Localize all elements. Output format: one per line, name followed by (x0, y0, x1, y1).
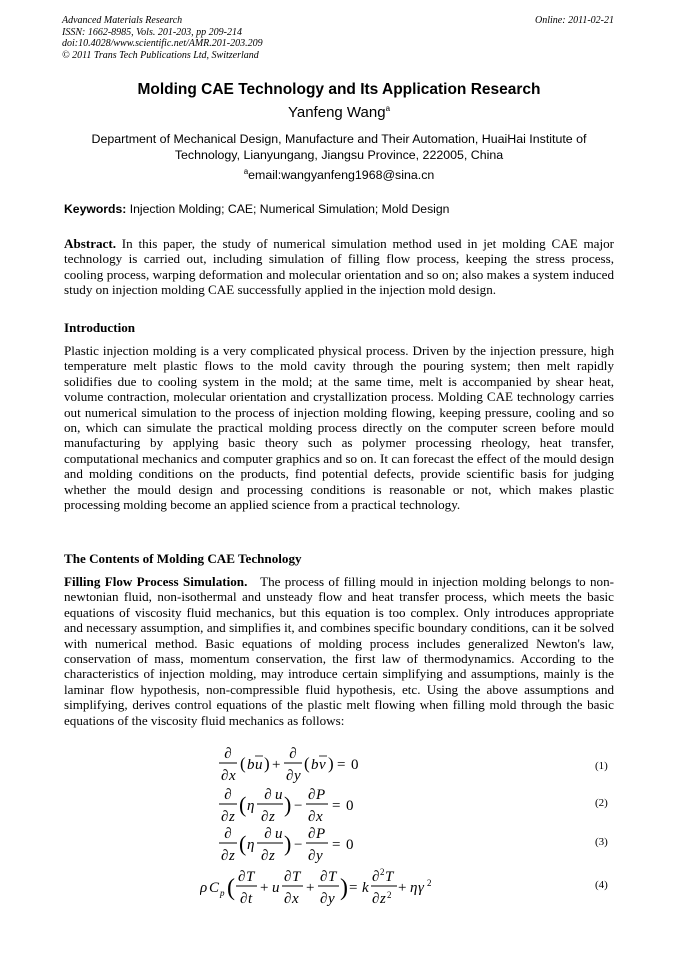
partial-symbol: ∂ (261, 809, 269, 825)
eq4-k: k (362, 880, 369, 896)
filling-flow-text: The process of filling mould in injection molding belongs to non-newtonian fluid, non-isothermal and unsteady flow and heat transfer process, which meets the basic equations of viscosity fluid mechanics, but this equation is too complex. Only introduces appropriate and necessary assumption, and simplifies it, and combines specific boundary conditions, can it be solved with numerical method. Basic equations of molding process includes generalized Newton's law, conservation of mass, momentum conservation, the first law of thermodynamics. According to the characteristics of injection molding, may introduce certain simplifying and assumptions, mainly is the laminar flow hypothesis, non-compressible fluid hypothesis, etc. Using the above assumptions and simplifying, derives control equations of the plastic melt flowing when filling mold through the basic equations of the viscosity fluid mechanics as follows: (64, 574, 614, 728)
partial-symbol: ∂ (289, 746, 297, 762)
partial-symbol: ∂ (286, 768, 294, 784)
eq4-t: t (248, 891, 253, 907)
partial-symbol: ∂ (221, 848, 229, 864)
equation-1 (215, 742, 395, 786)
filling-flow-label: Filling Flow Process Simulation. (64, 574, 248, 589)
eq1-x: x (229, 768, 236, 784)
partial-symbol: ∂ (224, 787, 232, 803)
online-date: Online: 2011-02-21 (535, 15, 614, 26)
eq3-rhs: 0 (346, 837, 354, 853)
abstract (64, 236, 614, 298)
keywords (64, 202, 449, 216)
equation-number-2: (2) (595, 797, 608, 809)
running-header (62, 15, 614, 61)
eq4-exp2c: 2 (427, 878, 432, 888)
partial-symbol: ∂ (284, 869, 292, 885)
eq2-z: z (229, 809, 235, 825)
paren-open: ( (239, 831, 247, 856)
equation-number-4: (4) (595, 879, 608, 891)
email (0, 167, 678, 182)
equation-number-3: (3) (595, 836, 608, 848)
equation-2 (215, 783, 395, 827)
plus-sign: + (398, 880, 407, 896)
eq2-P: P (316, 787, 326, 803)
eq4-exp2: 2 (380, 867, 385, 877)
equation-number-1: (1) (595, 760, 608, 772)
partial-symbol: ∂ (264, 826, 272, 842)
partial-symbol: ∂ (224, 746, 232, 762)
keywords-text: Injection Molding; CAE; Numerical Simulation; Mold Design (129, 202, 450, 216)
partial-symbol: ∂ (238, 869, 246, 885)
eq4-T4: T (385, 869, 394, 885)
issn: ISSN: 1662-8985, Vols. 201-203, pp 209-214 (62, 26, 242, 38)
paren-close: ) (340, 875, 348, 901)
eq2-x: x (316, 809, 323, 825)
eq1-y: y (294, 768, 301, 784)
eq4-T: T (246, 869, 255, 885)
paren-close: ) (284, 831, 292, 856)
paren-open: ( (240, 754, 246, 773)
equation-3 (215, 822, 395, 866)
eq4-exp2b: 2 (387, 890, 392, 900)
introduction-text: Plastic injection molding is a very complicated physical process. Driven by the injection pressure, high temperature melt plastic flows to the mold cavity through the pouring system; then melt rapidly solidifies due to cooling system in the mold; at the same time, melt is accompanied by shear heat, volume contraction, molecular orientation and crystallization process. Molding CAE technology carries out numerical simulation to the process of injection molding flowing, keeping pressure, cooling and so on, which can simulate the practical molding process directly on the computer screen before mould manufacturing by applying basic theory such as polymer processing rheology, heat transfer, computational mechanics and computer graphics and so on. It can forecast the effect of the mould design and molding conditions on the products, find potential defects, provide scientific basis for judging whether the mould design and processing conditions is reasonable or not, which makes plastic processing molding become an applied science from a practical technology. (64, 343, 614, 513)
eq2-eta: η (247, 798, 255, 814)
email-address[interactable]: email:wangyanfeng1968@sina.cn (248, 168, 435, 183)
equals-sign: = (349, 880, 358, 896)
minus-sign: − (294, 837, 303, 853)
introduction-heading: Introduction (64, 320, 136, 335)
plus-sign: + (272, 757, 281, 773)
paren-open: ( (239, 792, 247, 817)
partial-symbol: ∂ (372, 869, 380, 885)
journal-name: Advanced Materials Research (62, 15, 183, 26)
partial-symbol: ∂ (224, 826, 232, 842)
abstract-text: In this paper, the study of numerical simulation method used in jet molding CAE major technology is carried out, including simulation of filling flow process, keeping the stress process, cooling process, warping deformation and molecular orientation and so on; also makes a system induced study on injection molding CAE successfully applied in the injection mold design. (64, 236, 614, 298)
eq1-rhs: 0 (351, 757, 359, 773)
minus-sign: − (294, 798, 303, 814)
partial-symbol: ∂ (264, 787, 272, 803)
eq3-P: P (316, 826, 326, 842)
eq1-v: v (319, 757, 326, 773)
eq3-z: z (229, 848, 235, 864)
eq4-T3: T (328, 869, 337, 885)
email-sup: a (243, 167, 249, 176)
partial-symbol: ∂ (308, 809, 316, 825)
eq1-b2: b (311, 757, 319, 773)
eq4-T2: T (292, 869, 301, 885)
eq4-C: C (209, 880, 220, 896)
copyright: © 2011 Trans Tech Publications Ltd, Switzerland (62, 49, 259, 61)
eq4-u: u (272, 880, 280, 896)
equals-sign: = (337, 757, 346, 773)
partial-symbol: ∂ (308, 826, 316, 842)
author-sup: a (385, 104, 391, 113)
partial-symbol: ∂ (221, 768, 229, 784)
partial-symbol: ∂ (320, 891, 328, 907)
eq4-gamma: γ (418, 880, 424, 896)
eq4-x: x (292, 891, 299, 907)
eq3-y: y (316, 848, 323, 864)
eq4-p: p (220, 888, 225, 898)
keywords-label: Keywords: (64, 202, 127, 216)
partial-symbol: ∂ (284, 891, 292, 907)
eq3-u: u (275, 826, 283, 842)
equation-4 (200, 864, 440, 910)
eq3-z2: z (269, 848, 275, 864)
paren-open: ( (227, 875, 235, 901)
equals-sign: = (332, 837, 341, 853)
paren-close: ) (264, 754, 270, 773)
doi: doi:10.4028/www.scientific.net/AMR.201-203.209 (62, 38, 263, 50)
partial-symbol: ∂ (240, 891, 248, 907)
author (0, 104, 678, 121)
plus-sign: + (260, 880, 269, 896)
equals-sign: = (332, 798, 341, 814)
contents-heading: The Contents of Molding CAE Technology (64, 551, 302, 566)
author-name: Yanfeng Wang (287, 104, 386, 121)
plus-sign: + (306, 880, 315, 896)
affiliation: Department of Mechanical Design, Manufacture and Their Automation, HuaiHai Institute of Technology, Lianyungang, Jiangsu Province, 222005, China (91, 132, 587, 162)
paren-open: ( (304, 754, 310, 773)
eq4-rho: ρ (200, 880, 208, 896)
paren-close: ) (284, 792, 292, 817)
eq1-b: b (247, 757, 255, 773)
eq4-z: z (380, 891, 386, 907)
partial-symbol: ∂ (221, 809, 229, 825)
eq2-z2: z (269, 809, 275, 825)
eq2-rhs: 0 (346, 798, 354, 814)
paren-close: ) (328, 754, 334, 773)
filling-flow-paragraph (64, 574, 614, 728)
partial-symbol: ∂ (308, 848, 316, 864)
eq2-u: u (275, 787, 283, 803)
eq4-eta: η (410, 880, 418, 896)
eq3-eta: η (247, 837, 255, 853)
partial-symbol: ∂ (308, 787, 316, 803)
partial-symbol: ∂ (261, 848, 269, 864)
eq1-u: u (255, 757, 263, 773)
paper-title: Molding CAE Technology and Its Application Research (137, 81, 541, 98)
abstract-label: Abstract. (64, 236, 116, 251)
partial-symbol: ∂ (320, 869, 328, 885)
eq4-y: y (328, 891, 335, 907)
partial-symbol: ∂ (372, 891, 380, 907)
